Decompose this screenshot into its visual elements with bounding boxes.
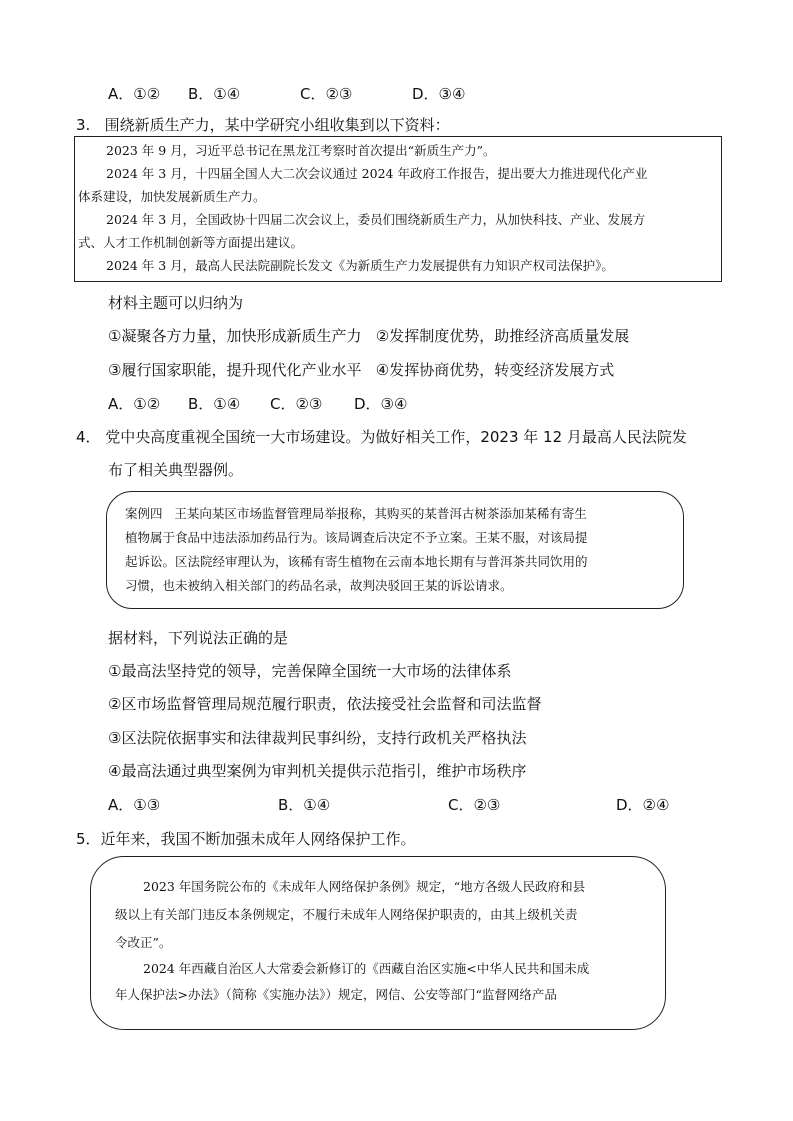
q4-stem-line-2: 布了相关典型器例。 <box>108 461 244 479</box>
q3-box-line-1: 2023 年 9 月，习近平总书记在黑龙江考察时首次提出“新质生产力”。 <box>106 143 496 158</box>
q4-item-3: ③区法院依据事实和法律裁判民事纠纷，支持行政机关严格执法 <box>108 729 527 747</box>
q4-item-2: ②区市场监督管理局规范履行职责，依法接受社会监督和司法监督 <box>108 695 542 713</box>
q3-stem: 3. 围绕新质生产力，某中学研究小组收集到以下资料： <box>76 116 450 134</box>
q3-question: 材料主题可以归纳为 <box>108 294 244 312</box>
q3-option-d: D．③④ <box>354 395 408 413</box>
q4-stem-line-1: 4． 党中央高度重视全国统一大市场建设。为做好相关工作，2023 年 12 月最高人民法院发 <box>76 428 687 446</box>
q3-box-line-4: 2024 年 3 月，全国政协十四届二次会议上，委员们围绕新质生产力，从加快科技、产业、发展方 <box>106 212 646 227</box>
q4-option-d: D．②④ <box>616 796 670 814</box>
q4-box-line-4: 习惯，也未被纳入相关部门的药品名录，故判决驳回王某的诉讼请求。 <box>125 578 513 593</box>
q4-option-b: B．①④ <box>278 796 331 814</box>
q3-box-line-5: 式、人才工作机制创新等方面提出建议。 <box>78 235 304 250</box>
q5-material-box <box>90 856 666 1030</box>
q4-box-line-2: 植物属于食品中违法添加药品行为。该局调查后决定不予立案。王某不服，对该局提 <box>125 530 588 545</box>
q2-option-c: C．②③ <box>300 85 353 103</box>
q3-item-row-1: ①凝聚各方力量，加快形成新质生产力 ②发挥制度优势，助推经济高质量发展 <box>108 327 630 345</box>
q3-option-a: A．①② <box>108 395 161 413</box>
q4-item-1: ①最高法坚持党的领导，完善保障全国统一大市场的法律体系 <box>108 662 512 680</box>
q3-material-box <box>74 136 722 282</box>
q5-box-line-1: 2023 年国务院公布的《未成年人网络保护条例》规定，“地方各级人民政府和县 <box>143 879 586 894</box>
q4-item-4: ④最高法通过典型案例为审判机关提供示范指引，维护市场秩序 <box>108 762 527 780</box>
q5-box-line-2: 级以上有关部门违反本条例规定，不履行未成年人网络保护职责的，由其上级机关责 <box>115 907 578 922</box>
q3-box-line-2: 2024 年 3 月，十四届全国人大二次会议通过 2024 年政府工作报告，提出要大力推进现代化产业 <box>106 166 648 181</box>
q5-box-line-5: 年人保护法>办法》（简称《实施办法》）规定，网信、公安等部门“监督网络产品 <box>115 987 557 1002</box>
q3-item-row-2: ③履行国家职能，提升现代化产业水平 ④发挥协商优势，转变经济发展方式 <box>108 361 615 379</box>
q2-option-a: A．①② <box>108 85 161 103</box>
q5-box-line-4: 2024 年西藏自治区人大常委会新修订的《西藏自治区实施<中华人民共和国未成 <box>143 961 590 976</box>
q3-option-c: C．②③ <box>270 395 323 413</box>
q2-option-b: B．①④ <box>188 85 241 103</box>
q5-stem: 5．近年来，我国不断加强未成年人网络保护工作。 <box>76 830 416 848</box>
q2-option-d: D．③④ <box>412 85 466 103</box>
q4-case-box <box>106 491 684 609</box>
q5-box-line-3: 令改正”。 <box>115 935 172 950</box>
q3-option-b: B．①④ <box>188 395 241 413</box>
q4-option-a: A．①③ <box>108 796 161 814</box>
q4-question: 据材料，下列说法正确的是 <box>108 629 289 647</box>
q4-option-c: C．②③ <box>448 796 501 814</box>
q3-box-line-6: 2024 年 3 月，最高人民法院副院长发文《为新质生产力发展提供有力知识产权司法保护》。 <box>106 258 614 273</box>
q4-box-line-1: 案例四 王某向某区市场监督管理局举报称，其购买的某普洱古树茶添加某稀有寄生 <box>125 506 587 521</box>
q3-box-line-3: 体系建设，加快发展新质生产力。 <box>78 189 266 204</box>
q4-box-line-3: 起诉讼。区法院经审理认为，该稀有寄生植物在云南本地长期有与普洱茶共同饮用的 <box>125 554 588 569</box>
